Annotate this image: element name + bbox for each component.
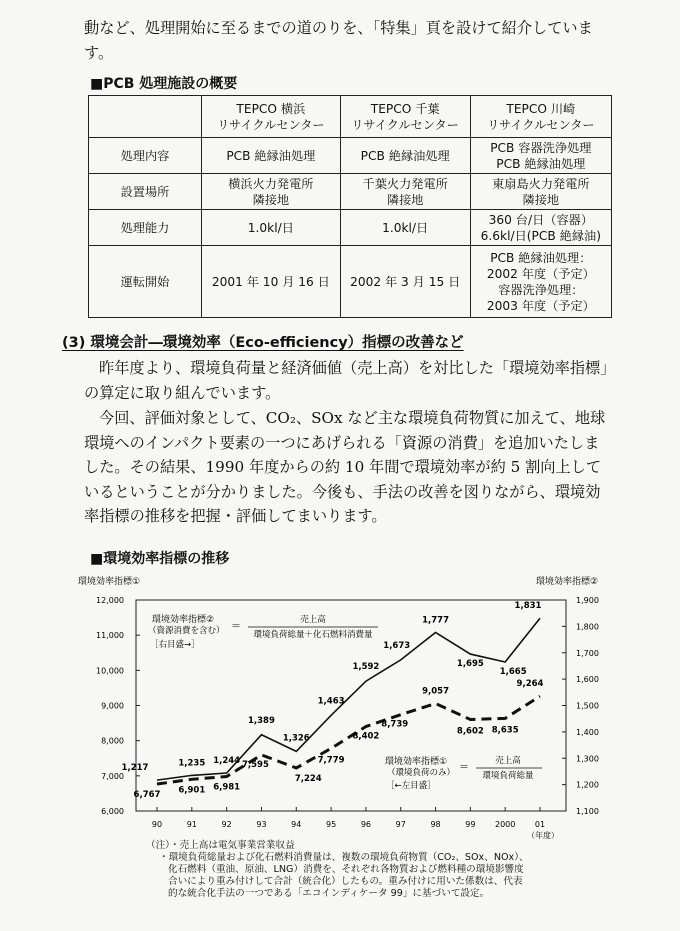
table-row (89, 210, 612, 246)
formula-1-sub: （環境負荷のみ） (387, 768, 456, 778)
x-tick-label: 97 (395, 820, 406, 829)
left-tick-label: 6,000 (101, 807, 124, 816)
right-tick-label: 1,500 (576, 701, 599, 711)
data-label-series-2: 1,389 (248, 715, 275, 726)
note-line-3: 化石燃料（重油、原油、LNG）消費を、それぞれ各物質および燃料種の環境影響度 (168, 864, 524, 875)
table-cell: PCB 絶縁油処理 (340, 138, 470, 174)
table-cell: PCB 絶縁油処理 (202, 138, 341, 174)
formula-2-name: 環境効率指標② (152, 615, 215, 625)
data-label-series-2: 1,244 (213, 756, 241, 767)
intro-line-2: す。 (84, 44, 114, 62)
data-label-series-2: 1,665 (499, 666, 527, 677)
formula-1-annotation (385, 755, 542, 791)
table-cell: 1.0kl/日 (340, 210, 470, 246)
row-header: 処理能力 (89, 210, 202, 246)
right-tick-label: 1,200 (576, 780, 599, 790)
table-cell: 横浜火力発電所 隣接地 (202, 174, 341, 210)
left-tick-label: 10,000 (96, 666, 124, 676)
data-label-series-2: 1,831 (514, 601, 542, 612)
eco-efficiency-chart (0, 570, 680, 840)
table-cell: PCB 容器洗浄処理 PCB 絶縁油処理 (470, 138, 611, 174)
chart-section-title: ■環境効率指標の推移 (90, 551, 230, 567)
right-tick-label: 1,100 (576, 807, 599, 816)
row-header: 設置場所 (89, 174, 202, 210)
right-tick-label: 1,300 (576, 754, 599, 764)
intro-line-1: 動など、処理開始に至るまでの道のりを、「特集」頁を設けて紹介していま (84, 19, 593, 37)
formula-1-denominator: 環境負荷総量 (482, 771, 534, 781)
col-header-kawasaki: TEPCO 川崎 リサイクルセンター (470, 96, 611, 138)
data-label-series-1: 6,901 (178, 785, 206, 796)
right-tick-label: 1,600 (576, 675, 599, 685)
pcb-section-title: ■PCB 処理施設の概要 (90, 76, 238, 92)
table-cell: 2002 年 3 月 15 日 (340, 246, 470, 318)
note-line-4: 合いにより重み付けして合計（統合化）したもの。重み付けに用いた係数は、代表 (168, 876, 523, 887)
x-tick-label: 98 (430, 820, 441, 829)
section-3-paragraph-2: 今回、評価対象として、CO₂、SOx など主な環境負荷物質に加えて、地球環境へのインパクト要素の一つにあげられる「資源の消費」を追加いたしました。その結果、1990 年度からの約 10 年間で環境効率が約 5 割向上しているということが分かりました。今後も、手法の改善を図りながら、環境効率指標の推移を把握・評価してまいります。 (84, 409, 606, 525)
data-label-series-2: 1,235 (178, 758, 206, 769)
row-header: 運転開始 (89, 246, 202, 318)
data-label-series-1: 8,635 (491, 725, 519, 736)
x-tick-label: 95 (325, 820, 337, 829)
formula-2-denominator: 環境負荷総量＋化石燃料消費量 (253, 630, 373, 640)
formula-2-numerator: 売上高 (300, 615, 326, 625)
table-row (89, 174, 612, 210)
left-tick-label: 12,000 (96, 596, 124, 605)
note-line-2: ・環境負荷総量および化石燃料消費量は、複数の環境負荷物質（CO₂、SOx、NOx）、 (159, 852, 529, 863)
right-tick-label: 1,700 (576, 648, 599, 658)
left-tick-label: 9,000 (101, 701, 124, 711)
left-tick-label: 11,000 (96, 631, 124, 641)
table-cell: 千葉火力発電所 隣接地 (340, 174, 470, 210)
left-axis-title: 環境効率指標① (78, 577, 141, 587)
row-header: 処理内容 (89, 138, 202, 174)
x-tick-label: 01 (534, 820, 546, 829)
note-line-5: 的な統合化手法の一つである「エコインディケータ 99」に基づいて設定。 (168, 888, 490, 899)
x-tick-label: 91 (186, 820, 197, 829)
data-label-series-2: 1,695 (456, 659, 484, 670)
data-label-series-1: 8,739 (381, 719, 409, 730)
formula-1-name: 環境効率指標① (385, 757, 448, 767)
x-axis-title: （年度） (527, 831, 559, 840)
right-tick-label: 1,900 (576, 596, 599, 605)
x-axis-ticks (152, 807, 545, 829)
data-label-series-1: 8,402 (352, 731, 380, 742)
formula-1-numerator: 売上高 (495, 756, 521, 766)
formula-1-equals: ＝ (459, 762, 469, 773)
x-tick-label: 99 (465, 820, 476, 829)
pcb-facility-table (88, 95, 612, 318)
data-label-series-2: 1,326 (282, 733, 310, 744)
data-label-series-2: 1,217 (121, 763, 149, 774)
left-tick-label: 7,000 (101, 771, 124, 781)
right-tick-label: 1,800 (576, 622, 599, 632)
x-tick-label: 93 (256, 820, 267, 829)
x-tick-label: 92 (221, 820, 232, 829)
formula-2-sub: （資源消費を含む） (148, 626, 225, 636)
note-line-1: （注）・売上高は電気事業営業収益 (146, 840, 295, 851)
right-axis-title: 環境効率指標② (536, 577, 599, 587)
x-tick-label: 90 (151, 820, 163, 829)
data-label-series-1: 8,602 (456, 726, 484, 737)
data-label-series-1: 6,981 (213, 782, 241, 793)
table-row (89, 246, 612, 318)
data-label-series-1: 7,779 (317, 755, 345, 766)
table-header-row (89, 96, 612, 138)
x-tick-label: 2000 (495, 820, 516, 829)
data-label-series-1: 9,264 (516, 679, 544, 690)
left-tick-label: 8,000 (101, 736, 124, 746)
table-row (89, 138, 612, 174)
left-axis-ticks (96, 596, 140, 816)
table-cell: 360 台/日（容器） 6.6kl/日(PCB 絶縁油) (470, 210, 611, 246)
table-cell: PCB 絶縁油処理： 2002 年度（予定） 容器洗浄処理： 2003 年度（予定） (470, 246, 611, 318)
right-tick-label: 1,400 (576, 727, 599, 737)
right-axis-ticks (562, 596, 599, 816)
formula-2-axis-note: ［右目盛→］ (150, 640, 200, 650)
table-cell: 1.0kl/日 (202, 210, 341, 246)
data-label-series-1: 9,057 (422, 686, 449, 697)
data-label-series-1: 7,224 (294, 773, 322, 784)
data-label-series-2: 1,463 (317, 696, 345, 707)
table-corner-cell (89, 96, 202, 138)
x-tick-label: 96 (360, 820, 372, 829)
table-cell: 東扇島火力発電所 隣接地 (470, 174, 611, 210)
formula-1-axis-note: ［←左目盛］ (386, 781, 436, 791)
data-label-series-1: 6,767 (133, 790, 161, 801)
col-header-chiba: TEPCO 千葉 リサイクルセンター (340, 96, 470, 138)
section-3-heading: (3) 環境会計―環境効率（Eco-efficiency）指標の改善など (62, 335, 464, 351)
formula-2-annotation (148, 613, 378, 650)
col-header-yokohama: TEPCO 横浜 リサイクルセンター (202, 96, 341, 138)
table-cell: 2001 年 10 月 16 日 (202, 246, 341, 318)
section-3-paragraph-1: 昨年度より、環境負荷量と経済価値（売上高）を対比した「環境効率指標」の算定に取り組んでいます。 (84, 359, 608, 402)
formula-2-equals: ＝ (231, 621, 241, 632)
x-tick-label: 94 (291, 820, 302, 829)
data-label-series-2: 1,592 (352, 662, 380, 673)
data-label-series-1: 7,595 (242, 759, 269, 770)
data-label-series-2: 1,777 (422, 615, 449, 626)
data-label-series-2: 1,673 (383, 640, 411, 651)
